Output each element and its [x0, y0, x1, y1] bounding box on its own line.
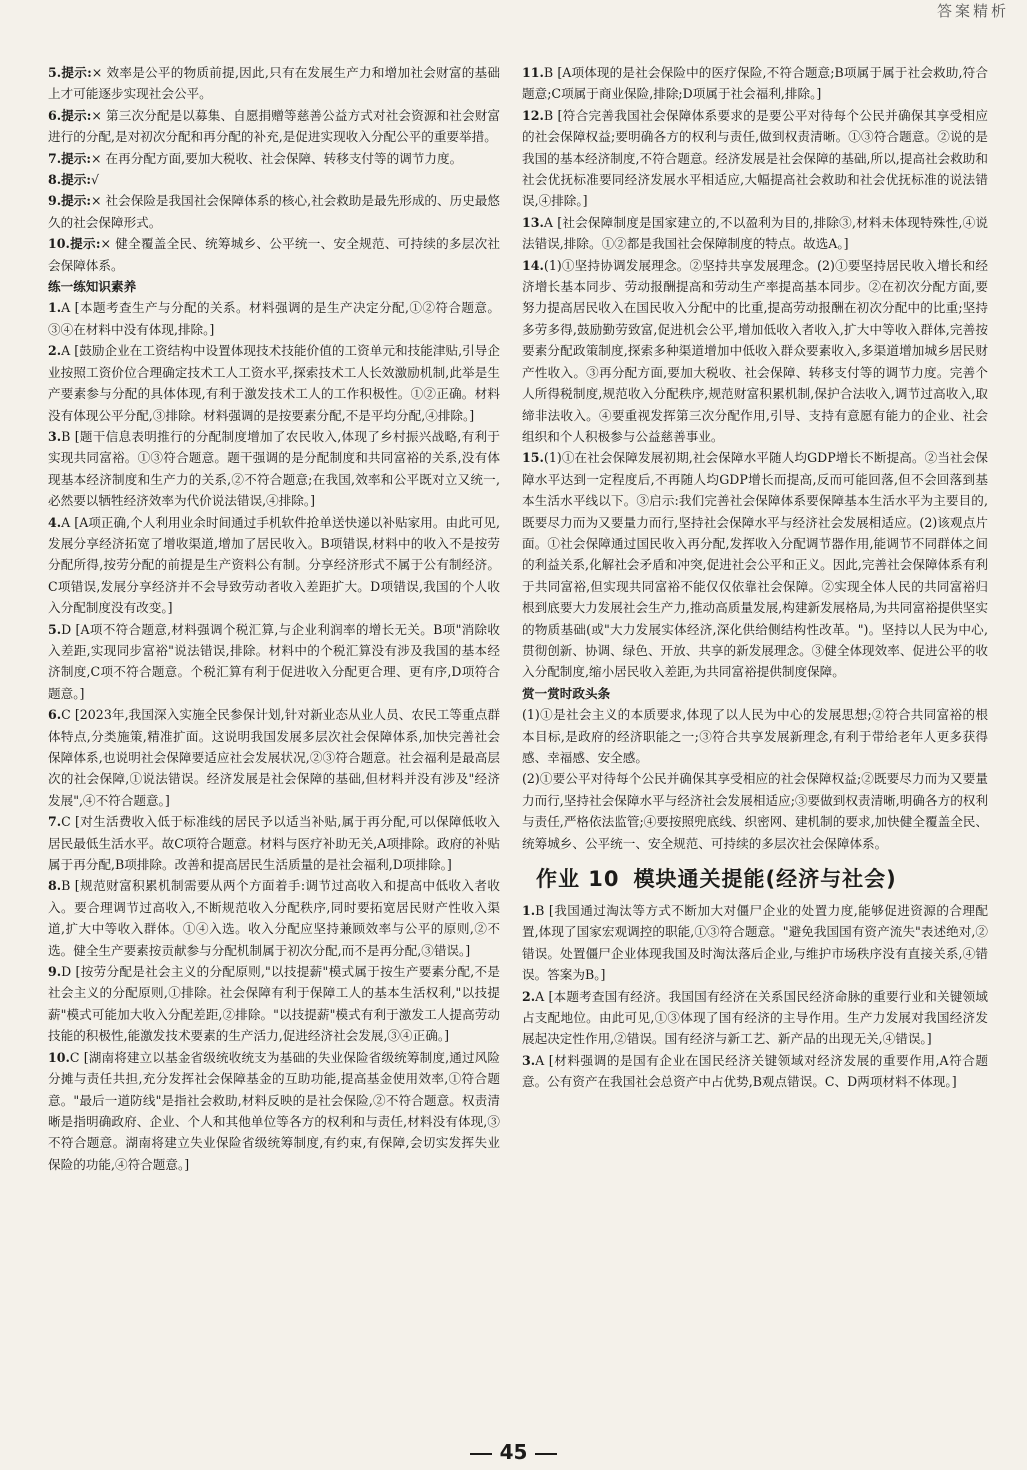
answer-item [48, 297, 500, 340]
answer-item [522, 768, 988, 854]
item-number: 3. [522, 1052, 536, 1068]
item-text: A [本题考查国有经济。我国国有经济在关系国民经济命脉的重要行业和关键领域占支配地位。由此可见,①③体现了国有经济的主导作用。生产力发展对我国经济发展起决定性作用,②错误。国有经济与新工艺、新产品的出现无关,④错误。] [522, 988, 988, 1047]
item-number: 2. [48, 343, 62, 359]
page-number-dash-right [535, 1453, 557, 1455]
item-number: 5. [48, 65, 62, 80]
answer-item [522, 62, 988, 105]
answer-item [48, 105, 500, 148]
item-number: 1. [522, 903, 536, 919]
section-heading: 练一练知识素养 [48, 279, 137, 295]
item-text: C [湖南将建立以基金省级统收统支为基础的失业保险省级统筹制度,通过风险分摊与责任共担,充分发挥社会保障基金的互助功能,提高基金使用效率,①符合题意。"最后一道防线"是指社会救助,材料反映的是社会保险,②不符合题意。权责清晰是指明确政府、企业、个人和其他单位等各方的权利和与责任,材料没有体现,③不符合题意。湖南将建立失业保险省级统筹制度,有约束,有保障,会切实发挥失业保险的功能,④符合题意。] [48, 1049, 500, 1172]
item-number: 9. [48, 964, 62, 980]
answer-item [522, 255, 988, 448]
item-text: (1)①坚持协调发展理念。②坚持共享发展理念。(2)①要坚持居民收入增长和经济增长基本同步、劳动报酬提高和劳动生产率提高基本同步。②在初次分配方面,要努力提高居民收入在国民收入分配中的比重,提高劳动报酬在初次分配中的比重;坚持多劳多得,鼓励勤劳致富,促进机会公平,增加低收入者收入,扩大中等收入群体,完善按要素分配政策制度,探索多种渠道增加中低收入群众要素收入,多渠道增加城乡居民财产性收入。③再分配方面,要加大税收、社会保障、转移支付等的调节力度。完善个人所得税制度,规范收入分配秩序,规范财富积累机制,保护合法收入,调节过高收入,取缔非法收入。④要重视发挥第三次分配作用,引导、支持有意愿有能力的企业、社会组织和个人积极参与公益慈善事业。 [522, 257, 988, 444]
item-number: 10. [48, 1049, 70, 1065]
item-number: 7. [48, 150, 62, 166]
answer-item [48, 619, 500, 705]
answer-item [48, 811, 500, 875]
item-number: 9. [48, 193, 62, 209]
item-text: × 在再分配方面,要加大税收、社会保障、转移支付等的调节力度。 [91, 150, 463, 166]
item-text: (1)①是社会主义的本质要求,体现了以人民为中心的发展思想;②符合共同富裕的根本目标,是政府的经济职能之一;③符合共享发展新理念,有利于带给老年人更多获得感、幸福感、安全感。 [522, 707, 988, 765]
item-text: × 第三次分配是以募集、自愿捐赠等慈善公益方式对社会资源和社会财富进行的分配,是对初次分配和再分配的补充,是促进实现收入分配公平的重要举措。 [48, 107, 500, 145]
item-text: × 效率是公平的物质前提,因此,只有在发展生产力和增加社会财富的基础上才可能逐步实现社会公平。 [48, 65, 500, 102]
answer-item [48, 426, 500, 512]
item-text: × 社会保险是我国社会保障体系的核心,社会救助是最先形成的、历史最悠久的社会保障形式。 [48, 193, 500, 230]
hint-label: 提示: [61, 193, 91, 209]
item-text: C [对生活费收入低于标准线的居民予以适当补贴,属于再分配,可以保障低收入居民最低生活水平。故C项符合题意。材料与医疗补助无关,A项排除。政府的补贴属于再分配,B项排除。改善和提高居民生活质量的是社会福利,D项排除。] [48, 814, 500, 873]
answer-item [48, 148, 500, 169]
item-number: 1. [48, 300, 62, 316]
hint-label: 提示: [69, 236, 101, 252]
item-text: (1)①在社会保障发展初期,社会保障水平随人均GDP增长不断提高。②当社会保障水平达到一定程度后,不再随人均GDP增长而提高,反而可能回落,但不会回落到基本生活水平线以下。③启示:我们完善社会保障体系要保障基本生活水平为主要目的,既要尽力而为又要量力而行,坚持社会保障水平与经济社会发展相适应。(2)该观点片面。①社会保障通过国民收入再分配,发挥收入分配调节器作用,能调节不同群体之间的利益关系,化解社会矛盾和冲突,促进社会公平和正义。因此,完善社会保障体系有利于共同富裕,但实现共同富裕不能仅仅依靠社会保障。②实现全体人民的共同富裕归根到底要大力发展社会生产力,推动高质量发展,构建新发展格局,为共同富裕提供坚实的物质基础(或"大力发展实体经济,深化供给侧结构性改革。")。坚持以人民为中心,贯彻创新、协调、绿色、开放、共享的新发展理念。③健全体现效率、促进公平的收入分配制度,缩小居民收入差距,为共同富裕提供制度保障。 [522, 450, 989, 680]
item-text: A [A项正确,个人利用业余时间通过手机软件抢单送快递以补贴家用。由此可见,发展分享经济拓宽了增收渠道,增加了居民收入。B项错误,材料中的收入不是按劳分配所得,按劳分配的前提是生产资料公有制。分享经济形式不属于公有制经济。C项错误,发展分享经济并不会导致劳动者收入差距扩大。D项错误,我国的个人收入分配制度没有改变。] [48, 514, 500, 616]
item-number: 7. [48, 814, 62, 830]
item-text: (2)①要公平对待每个公民并确保其享受相应的社会保障权益;②既要尽力而为又要量力而行,坚持社会保障水平与经济社会发展相适应;③要做到权责清晰,明确各方的权利与责任,严格依法监管;④要按照兜底线、织密网、建机制的要求,加快健全覆盖全民、统筹城乡、公平统一、安全规范、可持续的多层次社会保障体系。 [522, 771, 988, 851]
right-column [522, 62, 988, 1093]
item-text: D [按劳分配是社会主义的分配原则,"以技提薪"模式属于按生产要素分配,不是社会主义的分配原则,①排除。社会保障有利于保障工人的基本生活权利,"以技提薪"模式可能加大收入分配差距,②排除。"以技提薪"模式有利于激发工人提高劳动技能的积极性,能激发技术要素的生产活力,促进经济社会发展,③④正确。] [48, 964, 500, 1044]
answer-item [48, 961, 500, 1047]
answer-item [522, 986, 988, 1050]
answer-item [522, 105, 988, 212]
item-text: B [题干信息表明推行的分配制度增加了农民收入,体现了乡村振兴战略,有利于实现共同富裕。①③符合题意。题干强调的是分配制度和共同富裕的关系,没有体现基本经济制度和生产力的关系,②不符合题意;在我国,效率和公平既对立又统一,必然要以牺牲经济效率为代价说法错误,④排除。] [48, 428, 500, 509]
answer-item [522, 900, 988, 986]
hint-label: 提示: [61, 150, 91, 166]
assignment-title [536, 862, 988, 896]
item-text: × 健全覆盖全民、统筹城乡、公平统一、安全规范、可持续的多层次社会保障体系。 [48, 236, 500, 273]
answer-item [48, 340, 500, 426]
item-number: 6. [48, 107, 62, 123]
item-text: A [材料强调的是国有企业在国民经济关键领域对经济发展的重要作用,A符合题意。公有资产在我国社会总资产中占优势,B观点错误。C、D两项材料不体现。] [522, 1052, 988, 1090]
answer-item [48, 512, 500, 619]
item-text: A [本题考查生产与分配的关系。材料强调的是生产决定分配,①②符合题意。③④在材料中没有体现,排除。] [48, 300, 500, 337]
item-number: 11. [522, 65, 544, 80]
answer-item [48, 875, 500, 961]
answer-item [48, 169, 500, 190]
item-number: 2. [522, 988, 536, 1004]
left-column [48, 62, 500, 1175]
item-text: B [规范财富积累机制需要从两个方面着手:调节过高收入和提高中低收入者收入。要合理调节过高收入,不断规范收入分配秩序,同时要拓宽居民财产性收入渠道,扩大中等收入群体。①④入选。收入分配应坚持兼顾效率与公平的原则,②不选。健全生产要素按贡献参与分配机制属于初次分配,而不是再分配,③错误。] [48, 878, 500, 958]
item-text: B [符合完善我国社会保障体系要求的是要公平对待每个公民并确保其享受相应的社会保障权益;要明确各方的权利与责任,做到权责清晰。①③符合题意。②说的是我国的基本经济制度,不符合题意。经济发展是社会保障的基础,所以,提高社会救助和社会优抚标准要同经济发展水平相适应,大幅提高社会救助和社会优抚标准的说法错误,④排除。] [522, 107, 988, 209]
page-number [0, 1440, 1027, 1464]
item-number: 6. [48, 707, 62, 723]
item-number: 8. [48, 878, 62, 894]
answer-item [48, 62, 500, 105]
item-number: 8. [48, 172, 62, 188]
item-text: D [A项不符合题意,材料强调个税汇算,与企业利润率的增长无关。B项"消除收入差距,实现同步富裕"说法错误,排除。材料中的个税汇算没有涉及我国的基本经济制度,C项不符合题意。个税汇算有利于促进收入分配更合理、更有序,D项符合题意。] [48, 621, 500, 701]
answer-item [48, 1047, 500, 1175]
section-heading: 赏一赏时政头条 [522, 685, 611, 701]
page-number-value: 45 [499, 1440, 528, 1464]
item-number: 13. [522, 214, 544, 230]
item-text: C [2023年,我国深入实施全民参保计划,针对新业态从业人员、农民工等重点群体特点,分类施策,精准扩面。这说明我国发展多层次社会保障体系,加快完善社会保障体系,也说明社会保障要适应社会发展状况,②③符合题意。社会福利是最高层次的社会保障,①说法错误。经济发展是社会保障的基础,但材料并没有涉及"经济发展",④不符合题意。] [48, 707, 500, 808]
item-text: B [我国通过淘汰等方式不断加大对僵尸企业的处置力度,能够促进资源的合理配置,体现了国家宏观调控的职能,①③符合题意。"避免我国国有资产流失"表述绝对,②错误。处置僵尸企业体现我国及时淘汰落后企业,与维护市场秩序没有直接关系,④错误。答案为B。] [522, 903, 988, 983]
answer-item [522, 447, 988, 682]
item-text: A [社会保障制度是国家建立的,不以盈利为目的,排除③,材料未体现特殊性,④说法错误,排除。①②都是我国社会保障制度的特点。故选A。] [522, 214, 988, 252]
answer-item [48, 233, 500, 276]
assignment-subtitle: 模块通关提能(经济与社会) [633, 867, 897, 892]
answer-item [522, 1050, 988, 1093]
hint-label: 提示: [61, 107, 92, 123]
assignment-number: 作业 10 [536, 867, 620, 892]
hint-label: 提示: [61, 65, 92, 80]
item-number: 10. [48, 236, 70, 252]
item-number: 14. [522, 257, 544, 273]
item-number: 12. [522, 107, 544, 123]
hint-label: 提示: [61, 172, 91, 188]
item-number: 5. [48, 621, 62, 637]
item-number: 4. [48, 514, 62, 530]
answer-item [48, 704, 500, 811]
answer-item [522, 704, 988, 768]
page-number-dash-left [470, 1453, 492, 1455]
answer-item [522, 212, 988, 255]
item-text: √ [91, 172, 100, 188]
running-head: 答案精析 [936, 2, 1009, 20]
item-text: A [鼓励企业在工资结构中设置体现技术技能价值的工资单元和技能津贴,引导企业按照工资价位合理确定技术工人工资水平,探索技术工人长效激励机制,此举是生产要素参与分配的具体体现,有利于激发技术工人的工作积极性。①②正确。材料没有体现公平分配,③排除。材料强调的是按要素分配,不是平均分配,④排除。] [48, 343, 500, 423]
item-number: 15. [522, 450, 544, 466]
item-number: 3. [48, 428, 62, 444]
item-text: B [A项体现的是社会保险中的医疗保险,不符合题意;B项属于属于社会救助,符合题意;C项属于商业保险,排除;D项属于社会福利,排除。] [522, 65, 988, 102]
answer-item [48, 190, 500, 233]
